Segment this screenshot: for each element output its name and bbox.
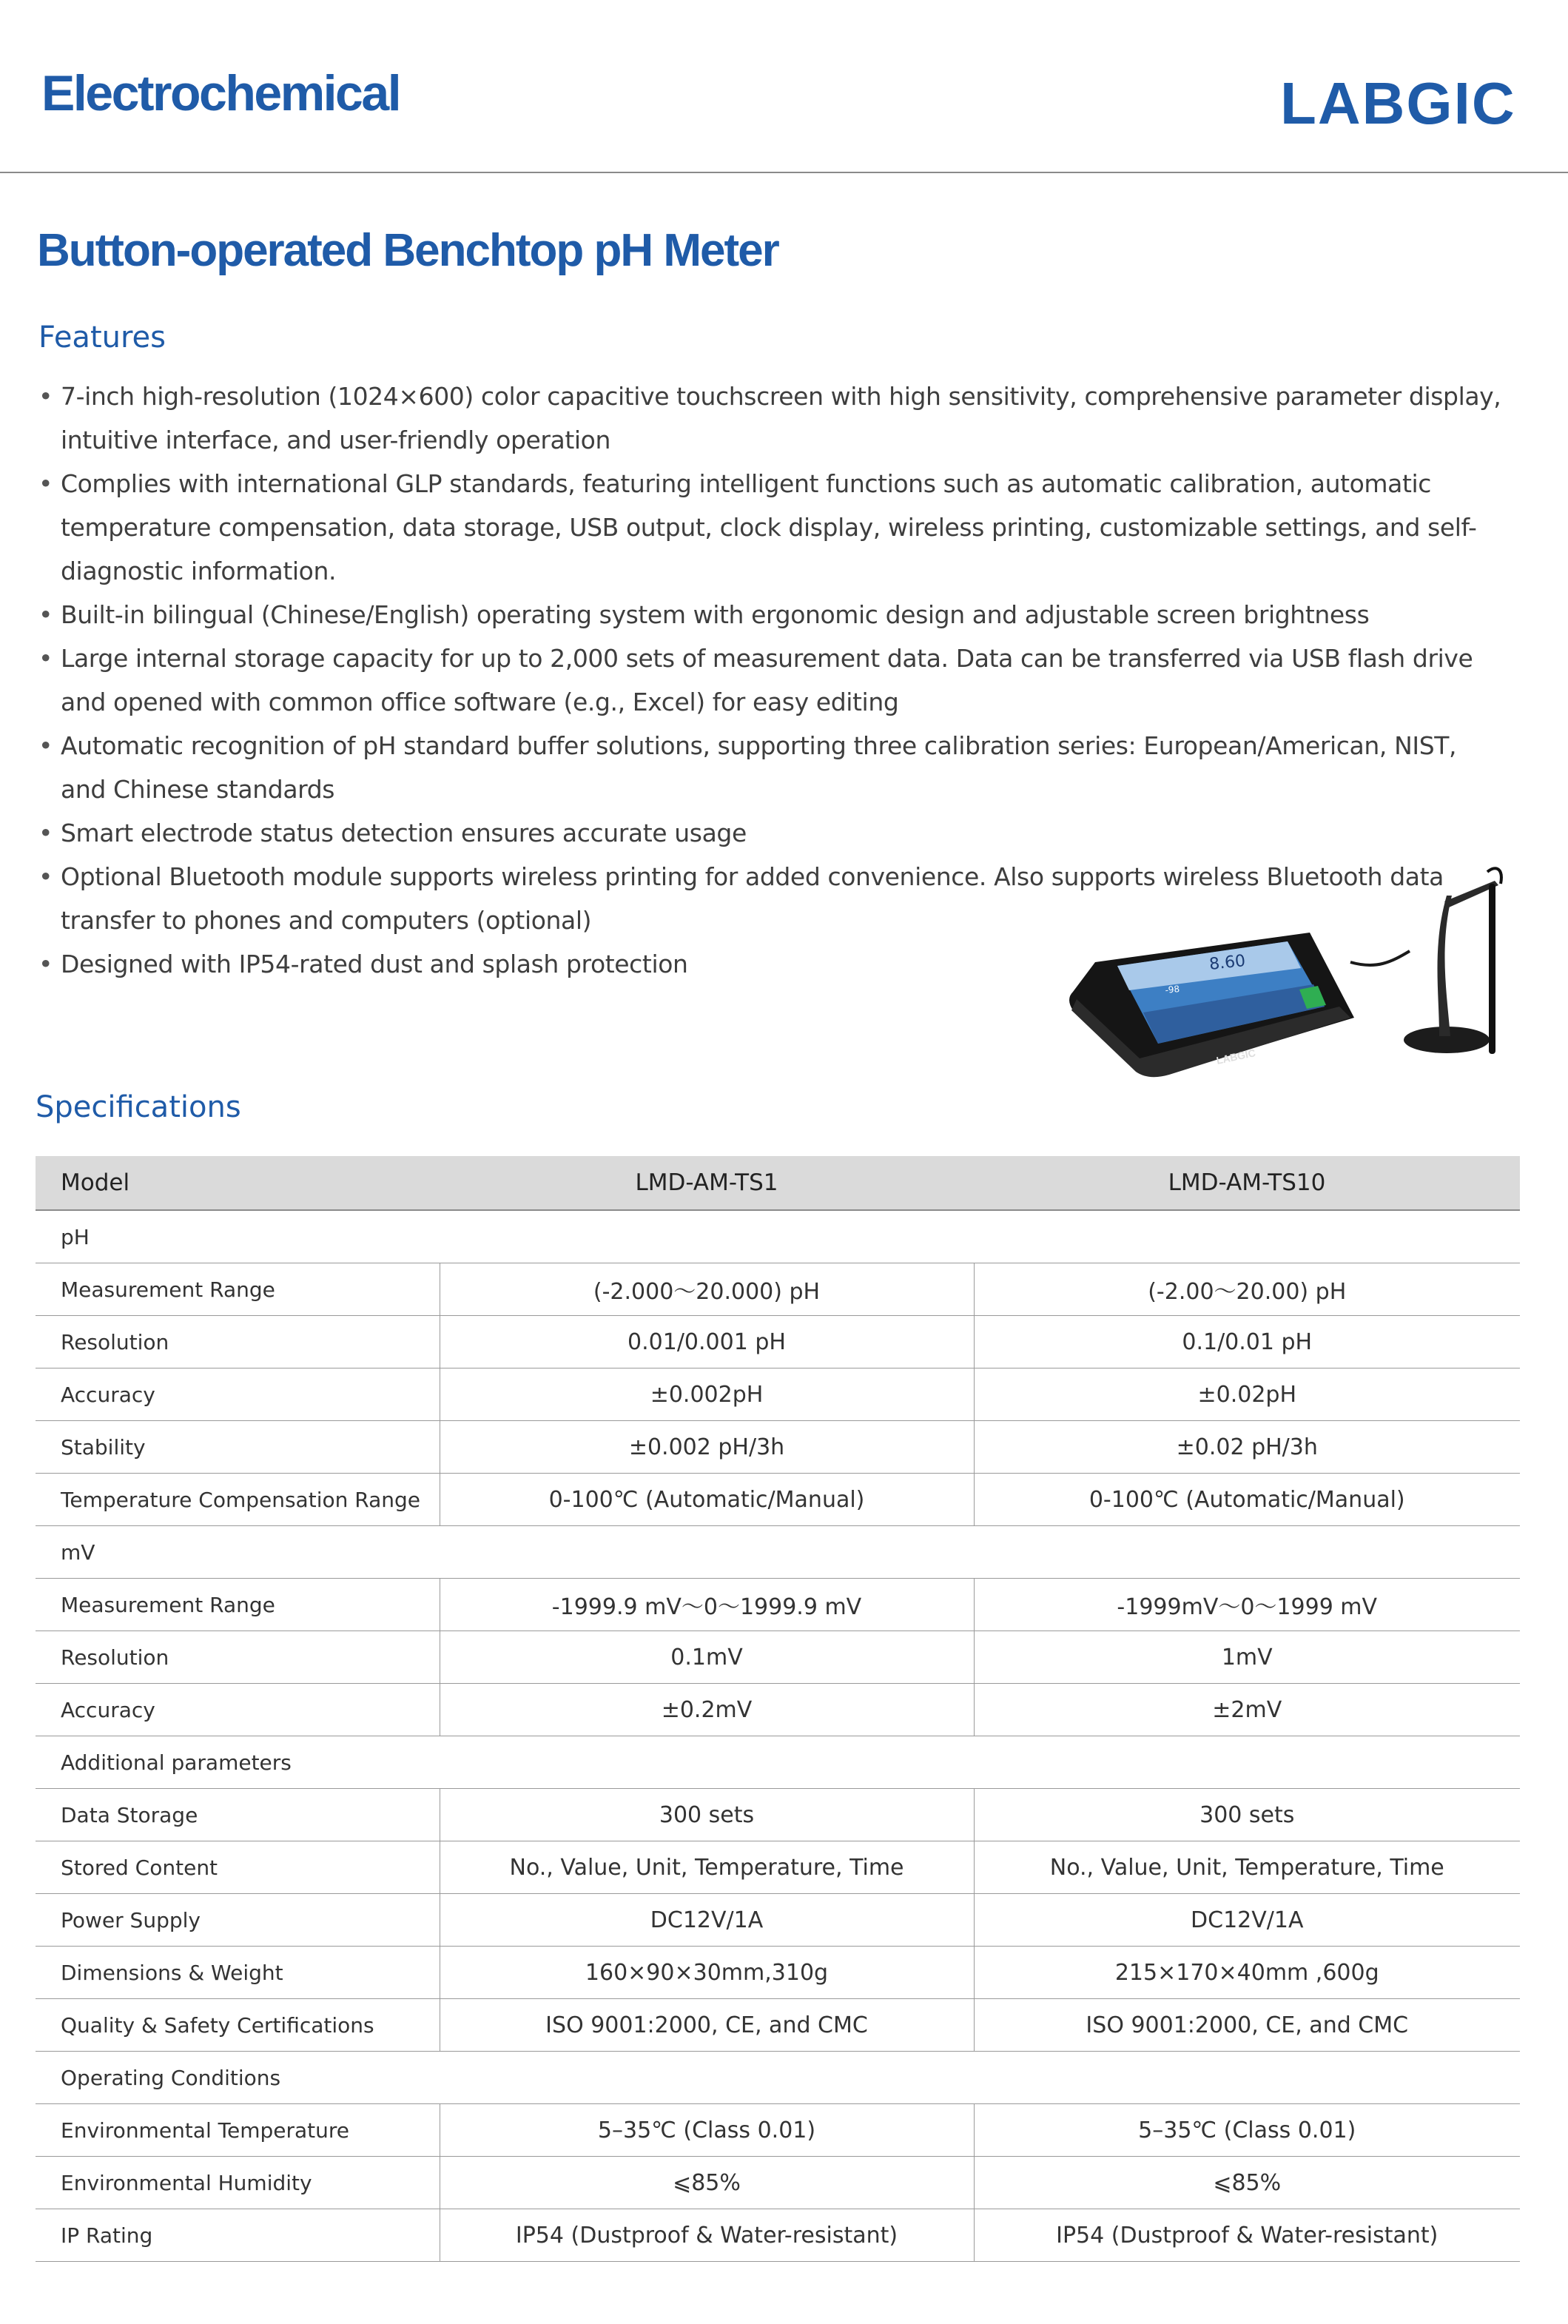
feature-item bbox=[36, 637, 1508, 724]
ts10-value-cell: 1mV bbox=[974, 1631, 1520, 1684]
bullet-icon: • bbox=[38, 600, 53, 629]
parameter-label-cell: Accuracy bbox=[36, 1368, 440, 1421]
ts1-value-cell: ⩽85% bbox=[440, 2157, 974, 2209]
table-row bbox=[36, 1947, 1520, 1999]
table-row bbox=[36, 1894, 1520, 1947]
ph-meter-product-image bbox=[1066, 859, 1510, 1114]
feature-item bbox=[36, 724, 1508, 811]
ts1-value-cell: No., Value, Unit, Temperature, Time bbox=[440, 1841, 974, 1894]
ts1-value-cell: 0-100℃ (Automatic/Manual) bbox=[440, 1474, 974, 1526]
parameter-label-cell: Resolution bbox=[36, 1631, 440, 1684]
table-row bbox=[36, 1263, 1520, 1316]
feature-item bbox=[36, 593, 1508, 637]
bullet-icon: • bbox=[38, 731, 53, 760]
product-title: Button-operated Benchtop pH Meter bbox=[37, 225, 778, 276]
bullet-icon: • bbox=[38, 382, 53, 411]
specifications-body bbox=[36, 1210, 1520, 2262]
electrode bbox=[1489, 884, 1495, 1054]
group-label-cell: Operating Conditions bbox=[36, 2052, 1520, 2104]
ts10-value-cell: DC12V/1A bbox=[974, 1894, 1520, 1947]
model-ts1-header-cell: LMD-AM-TS1 bbox=[440, 1156, 974, 1210]
ts10-value-cell: -1999mV～0～1999 mV bbox=[974, 1579, 1520, 1631]
ts10-value-cell: 215×170×40mm ,600g bbox=[974, 1947, 1520, 1999]
table-group-row bbox=[36, 2052, 1520, 2104]
feature-text: Designed with IP54-rated dust and splash protection bbox=[61, 950, 688, 978]
ts10-value-cell: 5–35℃ (Class 0.01) bbox=[974, 2104, 1520, 2157]
parameter-label-cell: Measurement Range bbox=[36, 1263, 440, 1316]
parameter-label-cell: Stability bbox=[36, 1421, 440, 1474]
feature-text: Large internal storage capacity for up to 2,000 sets of measurement data. Data can be transferred via USB flash drive and opened with common office software (e.g., Excel) for easy editing bbox=[61, 644, 1473, 716]
table-group-row bbox=[36, 1736, 1520, 1789]
feature-text: Built-in bilingual (Chinese/English) operating system with ergonomic design and adjustable screen brightness bbox=[61, 600, 1370, 629]
table-row bbox=[36, 1841, 1520, 1894]
table-row bbox=[36, 1631, 1520, 1684]
ts10-value-cell: ±2mV bbox=[974, 1684, 1520, 1736]
feature-text: Complies with international GLP standards, featuring intelligent functions such as automatic calibration, automatic temperature compensation, data storage, USB output, clock display, wireless printing, customizable settings, and self-diagnostic information. bbox=[61, 469, 1477, 585]
ts1-value-cell: 300 sets bbox=[440, 1789, 974, 1841]
parameter-label-cell: Temperature Compensation Range bbox=[36, 1474, 440, 1526]
ts10-value-cell: 0-100℃ (Automatic/Manual) bbox=[974, 1474, 1520, 1526]
parameter-label-cell: Quality & Safety Certifications bbox=[36, 1999, 440, 2052]
table-row bbox=[36, 1316, 1520, 1368]
screen-reading: 8.60 bbox=[1208, 951, 1247, 974]
parameter-label-cell: Data Storage bbox=[36, 1789, 440, 1841]
ts1-value-cell: 160×90×30mm,310g bbox=[440, 1947, 974, 1999]
ts10-value-cell: ±0.02 pH/3h bbox=[974, 1421, 1520, 1474]
bullet-icon: • bbox=[38, 819, 53, 847]
ts1-value-cell: 0.1mV bbox=[440, 1631, 974, 1684]
header-divider bbox=[0, 172, 1568, 173]
feature-item bbox=[36, 811, 1508, 855]
bullet-icon: • bbox=[38, 950, 53, 978]
parameter-label-cell: Environmental Humidity bbox=[36, 2157, 440, 2209]
ts10-value-cell: (-2.00～20.00) pH bbox=[974, 1263, 1520, 1316]
feature-item bbox=[36, 375, 1508, 462]
electrode-cable bbox=[1350, 951, 1410, 965]
group-label-cell: Additional parameters bbox=[36, 1736, 1520, 1789]
device-brand: LABGIC bbox=[1215, 1047, 1257, 1067]
ts1-value-cell: ±0.2mV bbox=[440, 1684, 974, 1736]
feature-text: Smart electrode status detection ensures accurate usage bbox=[61, 819, 747, 847]
labgic-logo: LABGIC bbox=[1280, 70, 1516, 136]
ts10-value-cell: 300 sets bbox=[974, 1789, 1520, 1841]
ts1-value-cell: (-2.000～20.000) pH bbox=[440, 1263, 974, 1316]
parameter-label-cell: Environmental Temperature bbox=[36, 2104, 440, 2157]
feature-text: Optional Bluetooth module supports wireless printing for added convenience. Also supports wireless Bluetooth data transfer to phones and computers (optional) bbox=[61, 862, 1444, 935]
table-row bbox=[36, 2209, 1520, 2262]
bullet-icon: • bbox=[38, 644, 53, 673]
table-group-row bbox=[36, 1526, 1520, 1579]
ts1-value-cell: ±0.002pH bbox=[440, 1368, 974, 1421]
ts10-value-cell: No., Value, Unit, Temperature, Time bbox=[974, 1841, 1520, 1894]
table-row bbox=[36, 1684, 1520, 1736]
table-row bbox=[36, 2157, 1520, 2209]
table-header-row bbox=[36, 1156, 1520, 1210]
feature-text: 7-inch high-resolution (1024×600) color capacitive touchscreen with high sensitivity, comprehensive parameter display, intuitive interface, and user-friendly operation bbox=[61, 382, 1501, 454]
table-row bbox=[36, 1789, 1520, 1841]
stand-arm bbox=[1438, 896, 1453, 1036]
parameter-label-cell: Stored Content bbox=[36, 1841, 440, 1894]
model-header-cell: Model bbox=[36, 1156, 440, 1210]
ts10-value-cell: ⩽85% bbox=[974, 2157, 1520, 2209]
table-group-row bbox=[36, 1210, 1520, 1263]
parameter-label-cell: Resolution bbox=[36, 1316, 440, 1368]
ts10-value-cell: 0.1/0.01 pH bbox=[974, 1316, 1520, 1368]
feature-text: Automatic recognition of pH standard buffer solutions, supporting three calibration series: European/American, NIST, and Chinese standards bbox=[61, 731, 1457, 804]
specifications-table bbox=[36, 1156, 1520, 2262]
table-row bbox=[36, 2104, 1520, 2157]
specifications-heading: Specifications bbox=[36, 1090, 241, 1124]
ts1-value-cell: IP54 (Dustproof & Water-resistant) bbox=[440, 2209, 974, 2262]
ts1-value-cell: 0.01/0.001 pH bbox=[440, 1316, 974, 1368]
group-label-cell: mV bbox=[36, 1526, 1520, 1579]
parameter-label-cell: Power Supply bbox=[36, 1894, 440, 1947]
ts1-value-cell: ISO 9001:2000, CE, and CMC bbox=[440, 1999, 974, 2052]
parameter-label-cell: Measurement Range bbox=[36, 1579, 440, 1631]
table-row bbox=[36, 1474, 1520, 1526]
feature-item bbox=[36, 462, 1508, 593]
features-heading: Features bbox=[38, 320, 166, 355]
ts10-value-cell: IP54 (Dustproof & Water-resistant) bbox=[974, 2209, 1520, 2262]
group-label-cell: pH bbox=[36, 1210, 1520, 1263]
parameter-label-cell: Dimensions & Weight bbox=[36, 1947, 440, 1999]
screen-secondary: -98 bbox=[1164, 984, 1180, 995]
table-row bbox=[36, 1421, 1520, 1474]
ts10-value-cell: ±0.02pH bbox=[974, 1368, 1520, 1421]
bullet-icon: • bbox=[38, 862, 53, 891]
ts1-value-cell: ±0.002 pH/3h bbox=[440, 1421, 974, 1474]
table-row bbox=[36, 1368, 1520, 1421]
ts10-value-cell: ISO 9001:2000, CE, and CMC bbox=[974, 1999, 1520, 2052]
page-category-title: Electrochemical bbox=[41, 65, 400, 121]
ts1-value-cell: 5–35℃ (Class 0.01) bbox=[440, 2104, 974, 2157]
ts1-value-cell: -1999.9 mV～0～1999.9 mV bbox=[440, 1579, 974, 1631]
ts1-value-cell: DC12V/1A bbox=[440, 1894, 974, 1947]
bullet-icon: • bbox=[38, 469, 53, 498]
table-row bbox=[36, 1999, 1520, 2052]
table-row bbox=[36, 1579, 1520, 1631]
parameter-label-cell: IP Rating bbox=[36, 2209, 440, 2262]
model-ts10-header-cell: LMD-AM-TS10 bbox=[974, 1156, 1520, 1210]
parameter-label-cell: Accuracy bbox=[36, 1684, 440, 1736]
